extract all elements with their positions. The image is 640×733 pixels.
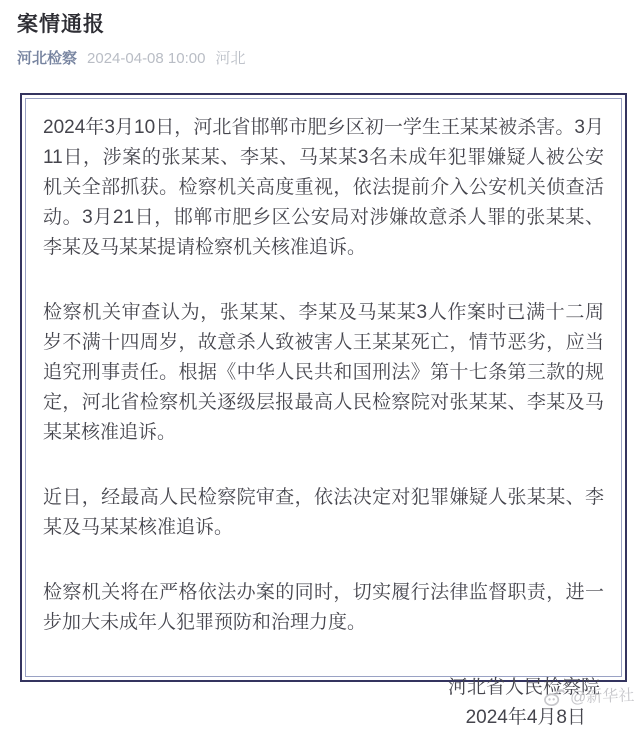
notice-date: 2024年4月8日	[465, 707, 586, 728]
notice-paragraph: 检察机关将在严格依法办案的同时，切实履行法律监督职责，进一步加大未成年人犯罪预防和治理力度。	[43, 582, 604, 633]
page-title: 案情通报	[17, 13, 105, 36]
notice-paragraph: 检察机关审查认为，张某某、李某及马某某3人作案时已满十二周岁不满十四周岁，故意杀人致被害人王某某死亡，情节恶劣，应当追究刑事责任。根据《中华人民共和国刑法》第十七条第三款的规定，河北省检察机关逐级层报最高人民检察院对张某某、李某及马某某核准追诉。	[43, 302, 604, 443]
post-timestamp: 2024-04-08 10:00	[87, 50, 206, 67]
author-link[interactable]: 河北检察	[17, 50, 78, 67]
byline	[17, 47, 245, 68]
watermark-text: @新华社	[569, 687, 635, 707]
notice-paragraph: 2024年3月10日，河北省邯郸市肥乡区初一学生王某某被杀害。3月11日，涉案的张某某、李某、马某某3名未成年犯罪嫌疑人被公安机关全部抓获。检察机关高度重视，依法提前介入公安机关侦查活动。3月21日，邯郸市肥乡区公安局对涉嫌故意杀人罪的张某某、李某及马某某提请检察机关核准追诉。	[43, 117, 604, 258]
weibo-watermark	[541, 682, 634, 708]
notice-signature: 河北省人民检察院	[447, 677, 600, 698]
weibo-logo-icon	[541, 686, 566, 707]
notice-paragraph: 近日，经最高人民检察院审查，依法决定对犯罪嫌疑人张某某、李某及马某某核准追诉。	[43, 487, 604, 538]
post-location: 河北	[215, 50, 246, 67]
